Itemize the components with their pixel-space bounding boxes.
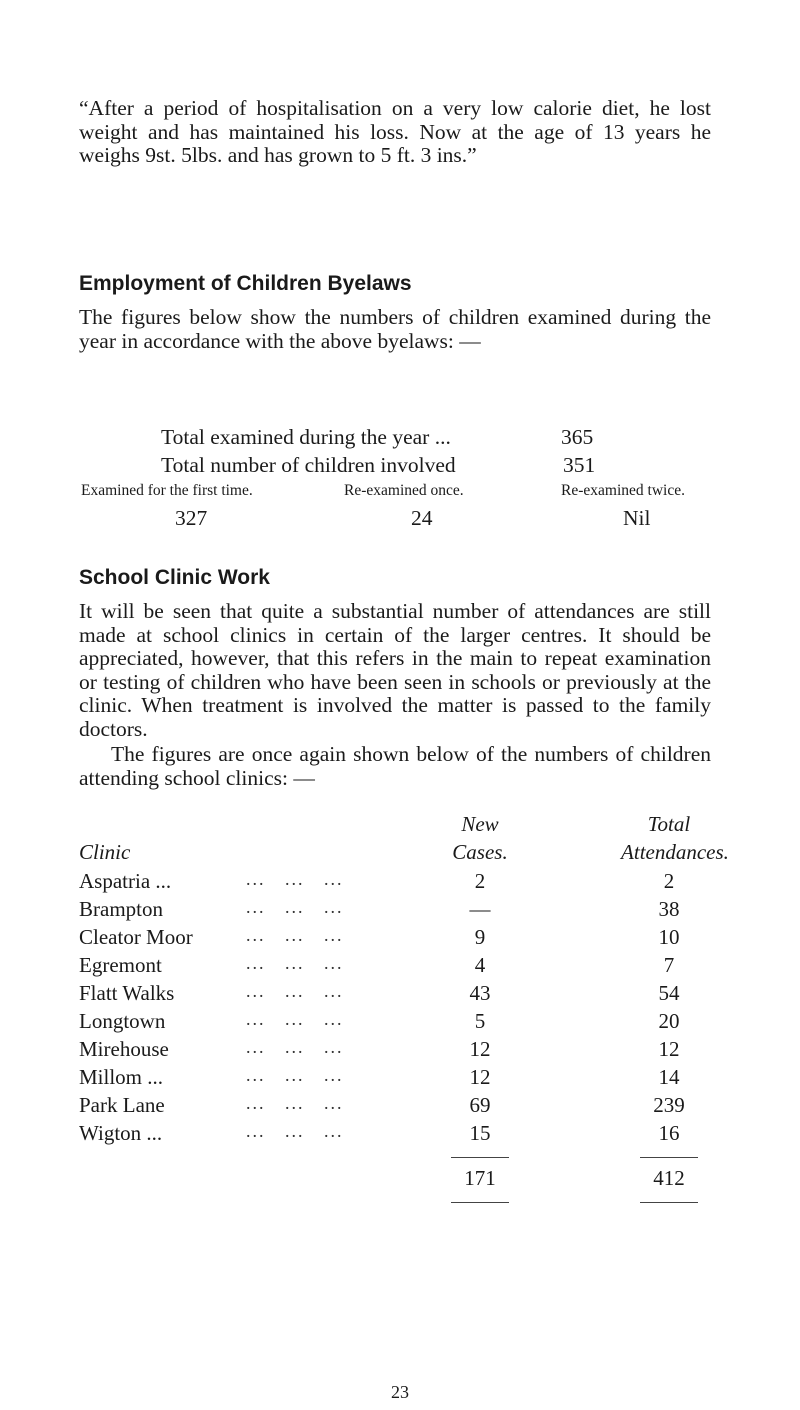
breakdown-once-value: 24: [411, 506, 433, 530]
total-attendances: 412: [653, 1166, 685, 1190]
header-clinic: Clinic: [79, 840, 131, 864]
row-new: 12: [469, 1037, 491, 1061]
row-total: 2: [663, 869, 675, 893]
row-clinic: Longtown: [79, 1009, 166, 1033]
total-rule-top-new: [451, 1157, 509, 1158]
row-new: 15: [469, 1121, 491, 1145]
header-total-top: Total: [647, 812, 691, 836]
total-rule-bottom-attendances: [640, 1202, 698, 1203]
row-total: 239: [653, 1093, 685, 1117]
row-leader: ... ... ...: [246, 981, 344, 1001]
row-total: 20: [658, 1009, 680, 1033]
row-new: 9: [474, 925, 486, 949]
row-clinic: Brampton: [79, 897, 163, 921]
row-total: 10: [658, 925, 680, 949]
header-total-bottom: Attendances.: [621, 840, 729, 864]
row-total: 12: [658, 1037, 680, 1061]
row-leader: ... ... ...: [246, 1121, 344, 1141]
row-leader: ... ... ...: [246, 1065, 344, 1085]
row-total: 38: [658, 897, 680, 921]
total-rule-bottom-new: [451, 1202, 509, 1203]
row-total: 16: [658, 1121, 680, 1145]
row-leader: ... ... ...: [246, 1037, 344, 1057]
breakdown-once-label: Re-examined once.: [344, 482, 464, 499]
clinic-paragraph-1: It will be seen that quite a substantial number of attendances are still made at school clinics in certain of the larger centres. It should be appreciated, however, that this refers in the main to repeat examination or testing of children who have been seen in schools or previously at the clinic. When treatment is involved the matter is passed to the family doctors.: [79, 599, 711, 741]
row-clinic: Flatt Walks: [79, 981, 175, 1005]
page-number: 23: [391, 1382, 409, 1402]
total-rule-top-attendances: [640, 1157, 698, 1158]
row-leader: ... ... ...: [246, 897, 344, 917]
row-clinic: Park Lane: [79, 1093, 165, 1117]
row-clinic: Millom ...: [79, 1065, 164, 1089]
row-leader: ... ... ...: [246, 1009, 344, 1029]
row-new: —: [469, 897, 491, 921]
row-new: 12: [469, 1065, 491, 1089]
quote-paragraph: “After a period of hospitalisation on a very low calorie diet, he lost weight and has maintained his loss. Now at the age of 13 years he weighs 9st. 5lbs. and has grown to 5 ft. 3 ins.”: [79, 96, 711, 167]
row-total: 7: [663, 953, 675, 977]
header-new-bottom: Cases.: [452, 840, 508, 864]
breakdown-first-value: 327: [175, 506, 208, 530]
row-leader: ... ... ...: [246, 869, 344, 889]
total-examined-value: 365: [561, 425, 594, 449]
row-new: 43: [469, 981, 491, 1005]
row-new: 4: [474, 953, 486, 977]
total-children-label: Total number of children involved: [161, 453, 456, 477]
total-new-cases: 171: [464, 1166, 496, 1190]
row-new: 2: [474, 869, 486, 893]
breakdown-twice-label: Re-examined twice.: [561, 482, 685, 499]
row-clinic: Wigton ...: [79, 1121, 163, 1145]
row-new: 69: [469, 1093, 491, 1117]
row-clinic: Cleator Moor: [79, 925, 193, 949]
row-total: 14: [658, 1065, 680, 1089]
employment-heading: Employment of Children Byelaws: [79, 272, 412, 295]
row-new: 5: [474, 1009, 486, 1033]
row-leader: ... ... ...: [246, 953, 344, 973]
row-leader: ... ... ...: [246, 1093, 344, 1113]
total-children-value: 351: [563, 453, 596, 477]
breakdown-first-label: Examined for the first time.: [81, 482, 253, 499]
total-examined-label: Total examined during the year ...: [161, 425, 451, 449]
row-clinic: Aspatria ...: [79, 869, 172, 893]
breakdown-twice-value: Nil: [623, 506, 651, 530]
clinic-heading: School Clinic Work: [79, 566, 270, 589]
row-leader: ... ... ...: [246, 925, 344, 945]
clinic-paragraph-2: The figures are once again shown below of the numbers of children attending school clinics: —: [79, 742, 711, 790]
row-total: 54: [658, 981, 680, 1005]
row-clinic: Mirehouse: [79, 1037, 169, 1061]
row-clinic: Egremont: [79, 953, 162, 977]
header-new-top: New: [461, 812, 499, 836]
employment-intro: The figures below show the numbers of children examined during the year in accordance with the above byelaws: —: [79, 305, 711, 353]
